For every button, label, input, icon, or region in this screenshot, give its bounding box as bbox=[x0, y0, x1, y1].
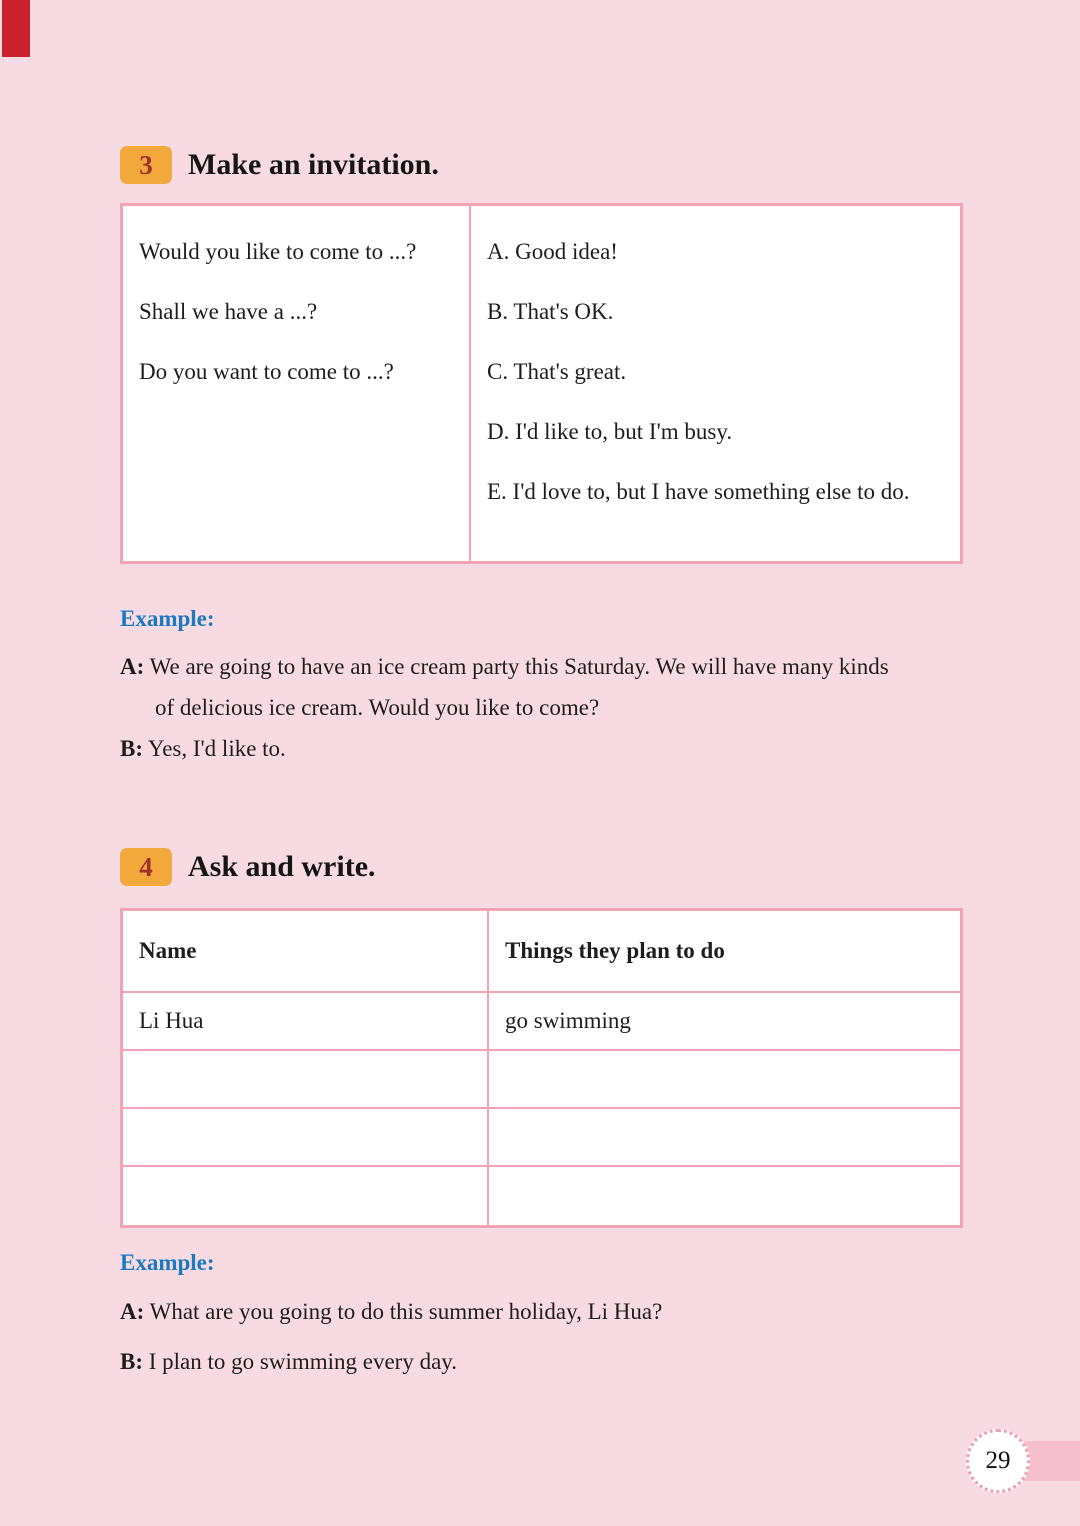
section-4-title: Ask and write. bbox=[188, 850, 376, 883]
table-cell-name bbox=[123, 1167, 489, 1225]
speaker-a-label: A: bbox=[120, 654, 145, 679]
table-header-name: Name bbox=[123, 911, 489, 991]
table-header-plan: Things they plan to do bbox=[505, 938, 725, 963]
table-cell-plan: go swimming bbox=[505, 1008, 631, 1033]
section-3-badge: 3 bbox=[120, 146, 172, 184]
example-a-text-line2: of delicious ice cream. Would you like to come? bbox=[155, 695, 600, 720]
section-3-header bbox=[120, 146, 439, 184]
table-row bbox=[123, 1167, 960, 1225]
invitation-prompt: Shall we have a ...? bbox=[139, 299, 318, 324]
section-4-header bbox=[120, 848, 376, 886]
table-cell-name bbox=[123, 1109, 489, 1165]
invitation-response: E. I'd love to, but I have something else to do. bbox=[487, 479, 910, 504]
example-b-text: I plan to go swimming every day. bbox=[148, 1349, 458, 1374]
example-line-b bbox=[120, 728, 965, 769]
table-row bbox=[123, 1109, 960, 1167]
invitation-prompt: Do you want to come to ...? bbox=[139, 359, 394, 384]
table-cell-name bbox=[123, 1051, 489, 1107]
example-line-a bbox=[120, 1298, 965, 1326]
speaker-b-label: B: bbox=[120, 736, 143, 761]
example-label: Example: bbox=[120, 1250, 215, 1275]
speaker-b-label: B: bbox=[120, 1349, 143, 1374]
table-header-row bbox=[123, 911, 960, 993]
table-cell-plan bbox=[489, 1167, 960, 1225]
page-number: 29 bbox=[966, 1429, 1030, 1493]
example-line-a bbox=[120, 646, 965, 687]
example-line-a-continued bbox=[120, 687, 965, 728]
invitation-response: C. That's great. bbox=[487, 359, 627, 384]
section-4-example bbox=[120, 1250, 965, 1376]
example-a-text: What are you going to do this summer holiday, Li Hua? bbox=[149, 1299, 663, 1324]
invitation-responses-column bbox=[471, 206, 960, 561]
example-a-text-line1: We are going to have an ice cream party this Saturday. We will have many kinds bbox=[149, 654, 889, 679]
invitation-response: D. I'd like to, but I'm busy. bbox=[487, 419, 733, 444]
ask-and-write-table bbox=[120, 908, 963, 1228]
table-row bbox=[123, 1051, 960, 1109]
section-3-example bbox=[120, 606, 965, 769]
table-cell-plan bbox=[489, 1109, 960, 1165]
section-4-badge: 4 bbox=[120, 848, 172, 886]
section-3-title: Make an invitation. bbox=[188, 148, 439, 181]
example-label: Example: bbox=[120, 606, 215, 631]
invitation-prompts-column bbox=[123, 206, 471, 561]
speaker-a-label: A: bbox=[120, 1299, 145, 1324]
table-row bbox=[123, 993, 960, 1051]
invitation-response: B. That's OK. bbox=[487, 299, 614, 324]
example-b-text: Yes, I'd like to. bbox=[147, 736, 286, 761]
table-cell-name: Li Hua bbox=[123, 993, 489, 1049]
invitation-response: A. Good idea! bbox=[487, 239, 618, 264]
invitation-match-box bbox=[120, 203, 963, 564]
example-line-b bbox=[120, 1348, 965, 1376]
red-corner-tab bbox=[2, 0, 30, 57]
invitation-prompt: Would you like to come to ...? bbox=[139, 239, 417, 264]
table-cell-plan bbox=[489, 1051, 960, 1107]
